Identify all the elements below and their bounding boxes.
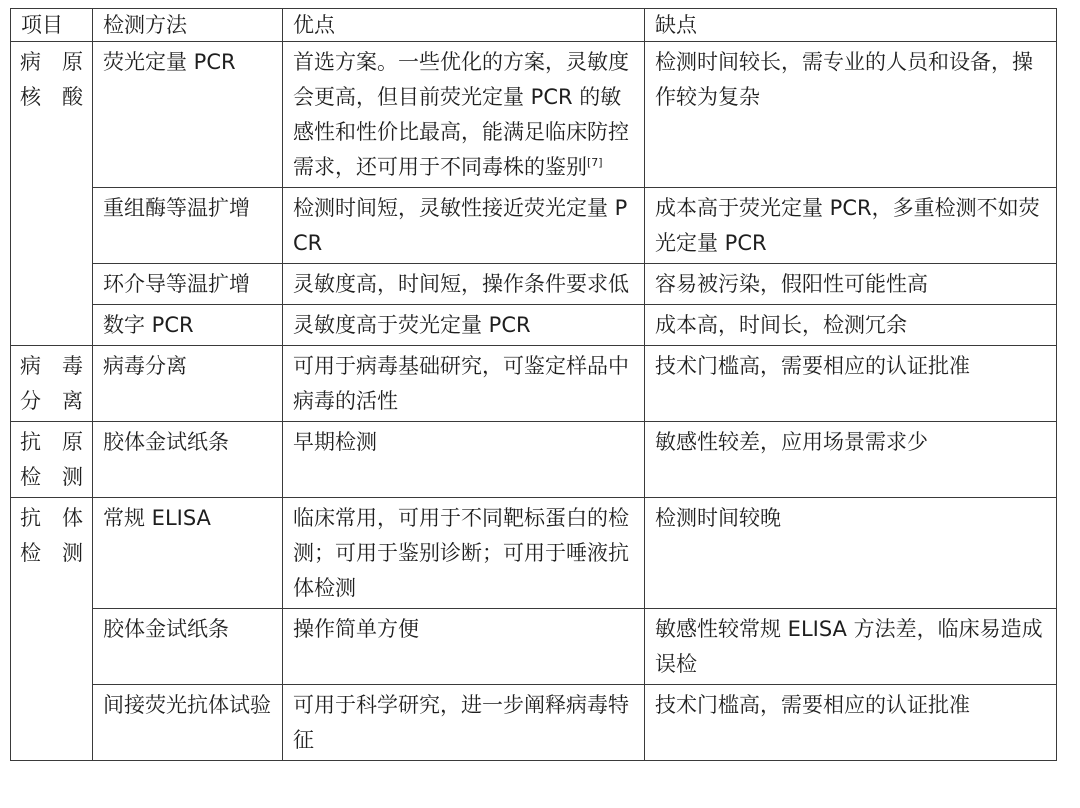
table-row: [11, 346, 1057, 422]
cons-cell: 成本高，时间长，检测冗余: [645, 305, 1057, 346]
group-antibody: 抗 体 检测: [11, 498, 93, 761]
method-cell: 胶体金试纸条: [93, 422, 283, 498]
table-row: [11, 609, 1057, 685]
pros-cell: 临床常用，可用于不同靶标蛋白的检测；可用于鉴别诊断；可用于唾液抗体检测: [283, 498, 645, 609]
header-method: 检测方法: [93, 9, 283, 42]
header-item: 项目: [11, 9, 93, 42]
pros-cell: 灵敏度高于荧光定量 PCR: [283, 305, 645, 346]
header-pros: 优点: [283, 9, 645, 42]
pros-cell: [283, 42, 645, 188]
method-cell: 荧光定量 PCR: [93, 42, 283, 188]
table-row: [11, 264, 1057, 305]
method-cell: 病毒分离: [93, 346, 283, 422]
pros-cell: 灵敏度高，时间短，操作条件要求低: [283, 264, 645, 305]
header-cons: 缺点: [645, 9, 1057, 42]
table-row: [11, 685, 1057, 761]
group-antigen: 抗 原 检测: [11, 422, 93, 498]
method-cell: 环介导等温扩增: [93, 264, 283, 305]
cons-cell: 技术门槛高，需要相应的认证批准: [645, 346, 1057, 422]
pros-cell: 操作简单方便: [283, 609, 645, 685]
pros-cell: 检测时间短，灵敏性接近荧光定量 PCR: [283, 188, 645, 264]
method-cell: 间接荧光抗体试验: [93, 685, 283, 761]
cons-cell: 技术门槛高，需要相应的认证批准: [645, 685, 1057, 761]
table-row: [11, 305, 1057, 346]
method-cell: 重组酶等温扩增: [93, 188, 283, 264]
method-cell: 常规 ELISA: [93, 498, 283, 609]
cons-cell: 敏感性较差，应用场景需求少: [645, 422, 1057, 498]
pros-cell: 可用于病毒基础研究，可鉴定样品中病毒的活性: [283, 346, 645, 422]
table-row: [11, 188, 1057, 264]
group-nucleic: 病 原 核酸: [11, 42, 93, 346]
cons-cell: 检测时间较晚: [645, 498, 1057, 609]
detection-methods-table: [10, 8, 1057, 761]
table-row: [11, 422, 1057, 498]
pros-cell: 可用于科学研究，进一步阐释病毒特征: [283, 685, 645, 761]
cons-cell: 敏感性较常规 ELISA 方法差，临床易造成误检: [645, 609, 1057, 685]
table-row: [11, 498, 1057, 609]
pros-text: 首选方案。一些优化的方案，灵敏度会更高，但目前荧光定量 PCR 的敏感性和性价比最高，能满足临床防控需求，还可用于不同毒株的鉴别: [293, 50, 629, 179]
method-cell: 数字 PCR: [93, 305, 283, 346]
cons-cell: 检测时间较长，需专业的人员和设备，操作较为复杂: [645, 42, 1057, 188]
pros-cell: 早期检测: [283, 422, 645, 498]
table-row: [11, 42, 1057, 188]
table-header-row: [11, 9, 1057, 42]
cons-cell: 容易被污染，假阳性可能性高: [645, 264, 1057, 305]
method-cell: 胶体金试纸条: [93, 609, 283, 685]
group-isolation: 病 毒 分离: [11, 346, 93, 422]
cons-cell: 成本高于荧光定量 PCR，多重检测不如荧光定量 PCR: [645, 188, 1057, 264]
reference-mark: [7]: [587, 156, 603, 169]
